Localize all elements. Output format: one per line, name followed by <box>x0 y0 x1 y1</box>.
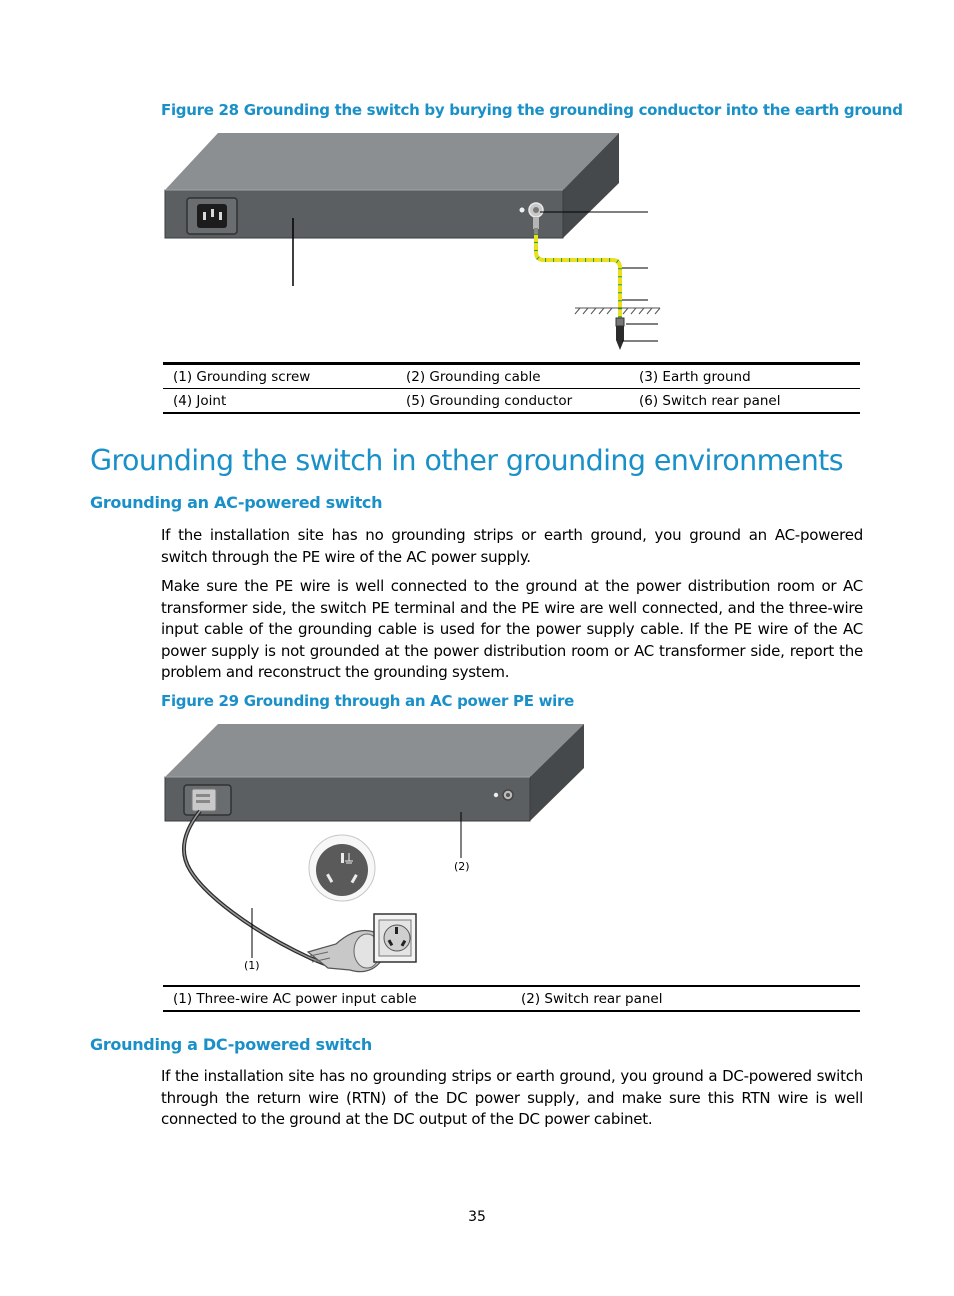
legend-item: (3) Earth ground <box>639 368 751 385</box>
grounding-conductor <box>616 326 624 350</box>
grounding-screw-icon <box>503 790 513 800</box>
socket-closeup-icon <box>309 835 375 901</box>
ac-paragraph-1: If the installation site has no grounding strips or earth ground, you ground an AC-powered switch through the PE wire of the AC power supply. <box>161 526 863 566</box>
legend-row <box>163 389 860 412</box>
legend-item: (5) Grounding conductor <box>406 392 573 409</box>
dc-paragraph-1: If the installation site has no grounding strips or earth ground, you ground a DC-powered switch through the return wire (RTN) of the DC power supply, and make sure this RTN wire is well connected to the ground at the DC output of the DC power cabinet. <box>161 1067 863 1128</box>
earth-ground-symbol <box>575 308 660 314</box>
grounding-cable <box>536 234 620 320</box>
wall-socket-icon <box>374 914 416 962</box>
legend-item: (6) Switch rear panel <box>639 392 781 409</box>
figure-28-caption: Figure 28 Grounding the switch by burying the grounding conductor into the earth ground <box>161 101 903 119</box>
figure-29-diagram <box>160 720 590 980</box>
power-socket-icon <box>184 785 231 815</box>
figure-29-caption: Figure 29 Grounding through an AC power PE wire <box>161 692 574 710</box>
legend-row <box>163 987 860 1010</box>
callout-2-label: (2) <box>454 860 470 873</box>
legend-item: (1) Grounding screw <box>173 368 311 385</box>
callout-1-label: (1) <box>244 959 260 972</box>
ac-section-heading: Grounding an AC-powered switch <box>90 493 383 512</box>
figure-28-diagram <box>160 128 670 353</box>
ground-mark-icon <box>520 208 525 213</box>
power-socket-icon <box>187 198 237 234</box>
ground-mark-icon <box>494 793 498 797</box>
ac-paragraph-2: Make sure the PE wire is well connected to the ground at the power distribution room or AC transformer side, the switch PE terminal and the PE wire are well connected, and the three-wire input cable of the grounding cable is used for the power supply cable. If the PE wire of the AC power supply is not grounded at the power distribution room or AC transformer side, report the problem and reconstruct the grounding system. <box>161 577 863 681</box>
figure-29-legend <box>163 985 860 1012</box>
dc-section-heading: Grounding a DC-powered switch <box>90 1035 373 1054</box>
legend-item: (2) Grounding cable <box>406 368 541 385</box>
legend-item: (2) Switch rear panel <box>521 990 663 1007</box>
legend-item: (1) Three-wire AC power input cable <box>173 990 417 1007</box>
ac-plug-icon <box>308 931 385 972</box>
joint-icon <box>616 318 624 326</box>
page-number: 35 <box>468 1209 486 1225</box>
switch-top-surface <box>165 724 584 777</box>
section-title: Grounding the switch in other grounding environments <box>90 444 843 477</box>
figure-28-legend <box>163 362 860 414</box>
switch-top-surface <box>165 133 619 190</box>
legend-row <box>163 365 860 388</box>
power-cable <box>184 811 325 964</box>
legend-item: (4) Joint <box>173 392 227 409</box>
